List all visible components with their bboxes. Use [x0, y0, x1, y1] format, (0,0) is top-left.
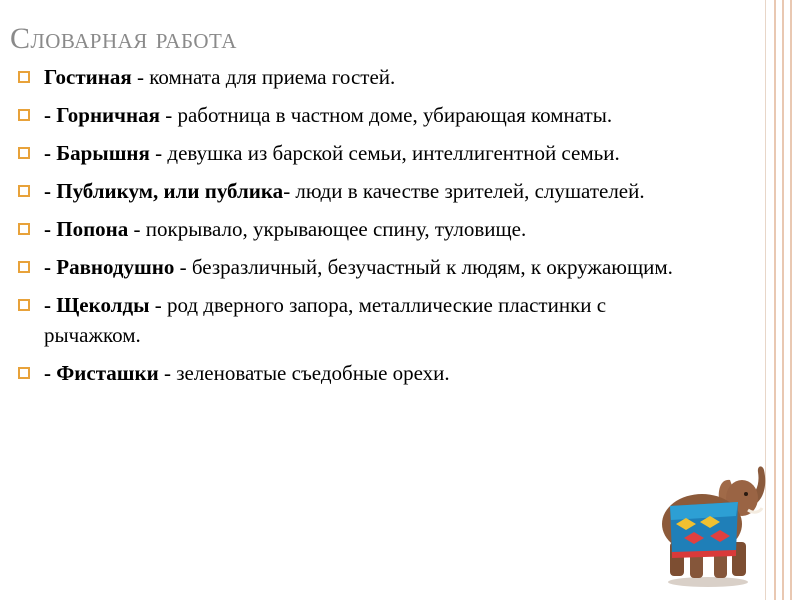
orange-square-bullet-icon [18, 223, 30, 235]
term: - Горничная [44, 103, 160, 127]
orange-square-bullet-icon [18, 147, 30, 159]
border-stripe [782, 0, 784, 600]
orange-square-bullet-icon [18, 71, 30, 83]
orange-square-bullet-icon [18, 299, 30, 311]
term: - Щеколды [44, 293, 150, 317]
term: - Барышня [44, 141, 150, 165]
list-item [18, 358, 698, 388]
term: Гостиная [44, 65, 132, 89]
list-item [18, 290, 698, 350]
orange-square-bullet-icon [18, 185, 30, 197]
border-stripe [790, 0, 792, 600]
definition: - девушка из барской семьи, интеллигентной семьи. [149, 141, 620, 165]
definition: - род дверного запора, металлические пластинки с рычажком. [44, 293, 607, 347]
term: - Попона [44, 217, 129, 241]
definition: - работница в частном доме, убирающая комнаты. [159, 103, 613, 127]
term: - Фисташки [44, 361, 159, 385]
vocabulary-list [18, 62, 698, 396]
decorative-border [765, 0, 800, 600]
list-item [18, 252, 698, 282]
orange-square-bullet-icon [18, 109, 30, 121]
definition: - зеленоватые съедобные орехи. [158, 361, 450, 385]
list-item [18, 214, 698, 244]
orange-square-bullet-icon [18, 261, 30, 273]
slide-title: Словарная работа [10, 22, 237, 55]
definition: - комната для приема гостей. [131, 65, 396, 89]
list-item [18, 176, 698, 206]
border-stripe [774, 0, 776, 600]
elephant-figurine-icon [656, 458, 770, 588]
definition: - люди в качестве зрителей, слушателей. [283, 179, 645, 203]
term: - Публикум, или публика [44, 179, 284, 203]
list-item [18, 62, 698, 92]
orange-square-bullet-icon [18, 367, 30, 379]
definition: - безразличный, безучастный к людям, к окружающим. [174, 255, 673, 279]
definition: - покрывало, укрывающее спину, туловище. [128, 217, 527, 241]
term: - Равнодушно [44, 255, 175, 279]
list-item [18, 138, 698, 168]
list-item [18, 100, 698, 130]
